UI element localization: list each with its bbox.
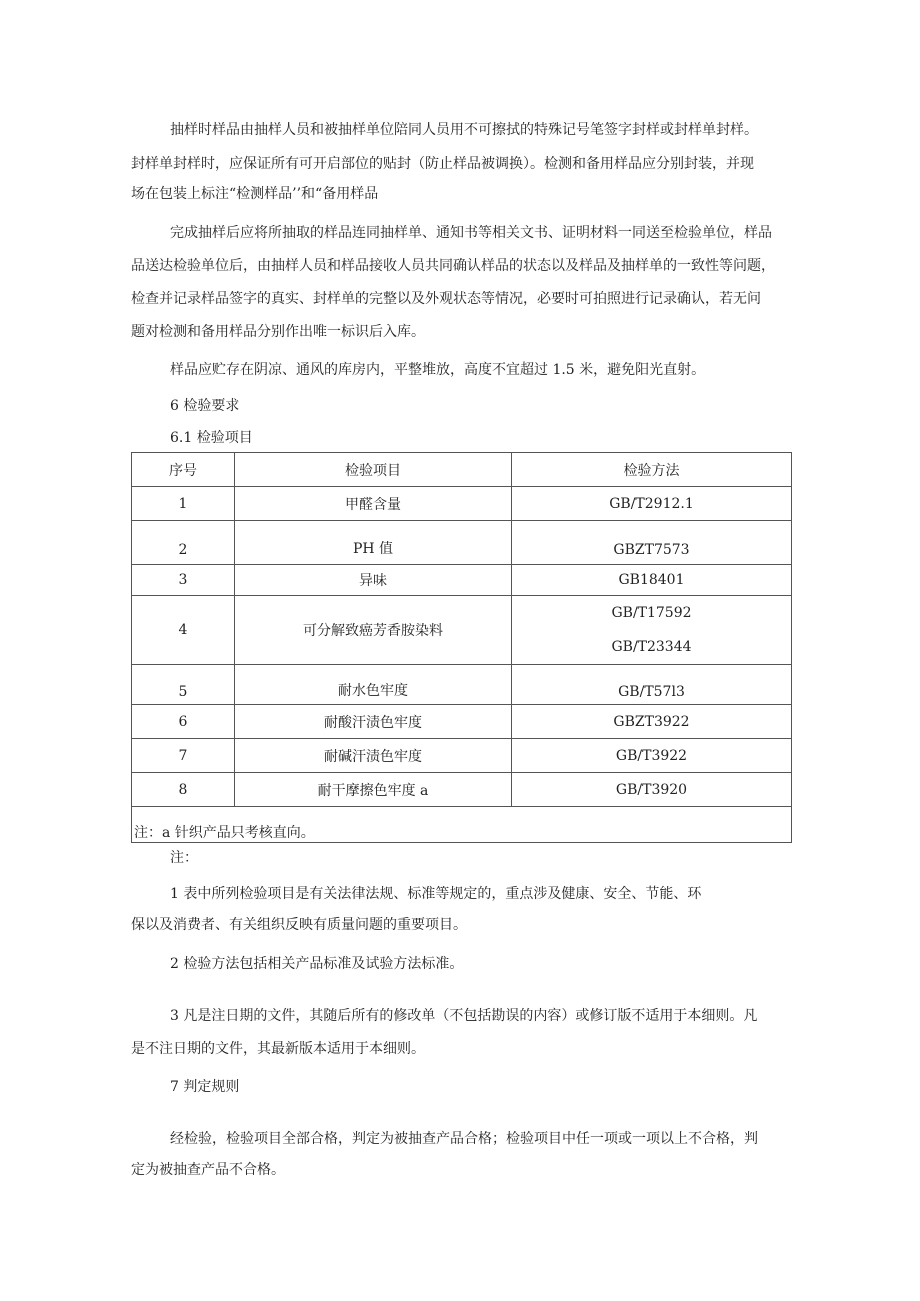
row-method [512, 596, 792, 665]
table-row [132, 565, 792, 596]
sampling-p1-line2: 封样单封样时，应保证所有可开启部位的贴封（防止样品被调换）。检测和备用样品应分别封装，并现 [131, 156, 754, 172]
sampling-p2-line1: 完成抽样后应将所抽取的样品连同抽样单、通知书等相关文书、证明材料一同送至检验单位，样品 [170, 225, 772, 241]
sampling-p1-line3: 场在包装上标注“检测样品’’和“备用样品 [131, 186, 379, 202]
row-no: 3 [132, 565, 235, 596]
sampling-p3: 样品应贮存在阴凉、通风的库房内，平整堆放，高度不宜超过 1.5 米，避免阳光直射。 [170, 362, 706, 378]
header-item: 检验项目 [235, 453, 512, 487]
section7-p-line1: 经检验，检验项目全部合格，判定为被抽查产品合格；检验项目中任一项或一项以上不合格，判 [170, 1131, 758, 1147]
section6-sub-heading: 6.1 检验项目 [170, 430, 253, 446]
row-method-line: GB/T23344 [611, 639, 692, 655]
header-no: 序号 [132, 453, 235, 487]
row-no: 7 [132, 739, 235, 773]
sampling-p1-line1: 抽样时样品由抽样人员和被抽样单位陪同人员用不可擦拭的特殊记号笔签字封样或封样单封样。 [170, 122, 758, 138]
inspection-items-table [131, 452, 792, 843]
row-no: 8 [132, 773, 235, 807]
table-row [132, 705, 792, 739]
row-item: 耐碱汗渍色牢度 [235, 739, 512, 773]
sampling-p2-line4: 题对检测和备用样品分别作出唯一标识后入库。 [131, 324, 425, 340]
row-no: 4 [132, 596, 235, 665]
row-method: GB18401 [512, 565, 792, 596]
table-footnote-row [132, 807, 792, 843]
row-item: 耐干摩擦色牢度 a [235, 773, 512, 807]
table-row [132, 773, 792, 807]
note-1-line2: 保以及消费者、有关组织反映有质量问题的重要项目。 [131, 917, 467, 933]
note-3-line2: 是不注日期的文件，其最新版本适用于本细则。 [131, 1041, 425, 1057]
row-item: 甲醛含量 [235, 487, 512, 521]
row-no: 6 [132, 705, 235, 739]
row-method: GB/T3920 [512, 773, 792, 807]
table-row [132, 521, 792, 565]
table-row [132, 739, 792, 773]
sampling-p2-line3: 检查并记录样品签字的真实、封样单的完整以及外观状态等情况，必要时可拍照进行记录确认，若无问 [131, 291, 761, 307]
row-item: 耐酸汗渍色牢度 [235, 705, 512, 739]
row-item: 异味 [235, 565, 512, 596]
row-method: GB/T57l3 [512, 665, 792, 705]
sampling-p2-line2: 品送达检验单位后，由抽样人员和样品接收人员共同确认样品的状态以及样品及抽样单的一致性等问题， [131, 258, 775, 274]
row-item: PH 值 [235, 521, 512, 565]
notes-label: 注： [170, 850, 198, 866]
row-no: 5 [132, 665, 235, 705]
row-no: 2 [132, 521, 235, 565]
note-3-line1: 3 凡是注日期的文件，其随后所有的修改单（不包括勘误的内容）或修订版不适用于本细则。凡 [170, 1008, 758, 1024]
table-row [132, 487, 792, 521]
note-2: 2 检验方法包括相关产品标准及试验方法标准。 [170, 956, 464, 972]
table-header-row [132, 453, 792, 487]
section6-heading: 6 检验要求 [170, 398, 240, 414]
section7-heading: 7 判定规则 [170, 1079, 240, 1095]
row-method: GBZT7573 [512, 521, 792, 565]
row-no: 1 [132, 487, 235, 521]
table-footnote: 注：a 针织产品只考核直向。 [132, 807, 792, 843]
section7-p-line2: 定为被抽查产品不合格。 [131, 1162, 285, 1178]
row-item: 可分解致癌芳香胺染料 [235, 596, 512, 665]
table-row [132, 665, 792, 705]
row-method: GB/T3922 [512, 739, 792, 773]
row-method: GB/T2912.1 [512, 487, 792, 521]
header-method: 检验方法 [512, 453, 792, 487]
row-item: 耐水色牢度 [235, 665, 512, 705]
note-1-line1: 1 表中所列检验项目是有关法律法规、标准等规定的，重点涉及健康、安全、节能、环 [170, 886, 702, 902]
table-row [132, 596, 792, 665]
row-method-line: GB/T17592 [611, 605, 692, 621]
row-method: GBZT3922 [512, 705, 792, 739]
